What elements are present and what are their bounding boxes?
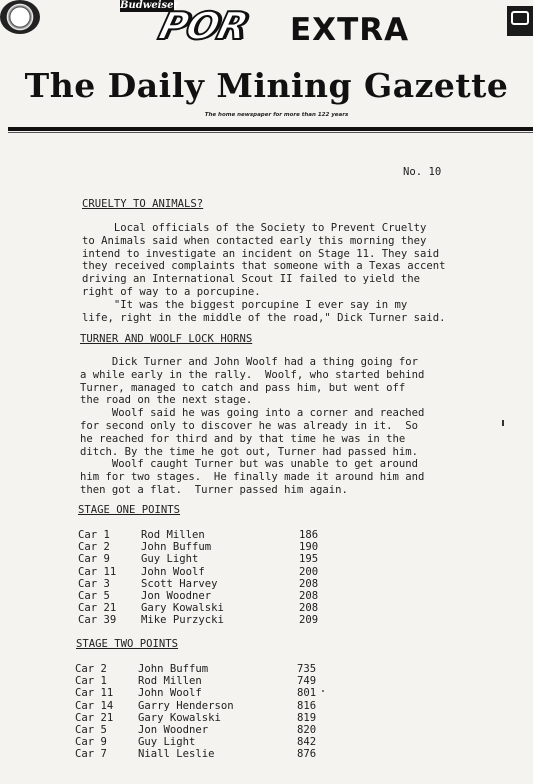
body-line: then got a flat. Turner passed him again.: [80, 483, 348, 496]
driver-cell: Rod Millen: [138, 675, 202, 688]
table-row: [75, 675, 335, 687]
table-row: [78, 614, 338, 626]
story-headline: TURNER AND WOOLF LOCK HORNS: [80, 333, 253, 345]
table-row: [75, 700, 335, 712]
table-row: [78, 553, 338, 565]
body-line: "It was the biggest porcupine I ever say in my: [82, 298, 408, 311]
car-cell: Car 11: [78, 565, 117, 578]
story-body: [80, 356, 424, 497]
body-line: Woolf caught Turner but was unable to get around: [80, 458, 419, 471]
car-cell: Car 39: [78, 614, 117, 627]
body-line: a while early in the rally. Woolf, who started behind: [80, 368, 425, 381]
edition-label: EXTRA: [290, 12, 410, 48]
stage-one-heading: STAGE ONE POINTS: [78, 504, 181, 516]
stage-two-table: [75, 663, 335, 763]
stage-two-heading: STAGE TWO POINTS: [76, 638, 179, 650]
table-row: [78, 541, 338, 553]
car-cell: Car 1: [75, 675, 107, 688]
body-line: Local officials of the Society to Prevent Cruelty: [82, 222, 427, 234]
points-cell: 801: [297, 687, 317, 700]
body-line: right of way to a porcupine.: [82, 285, 261, 298]
points-cell: 208: [299, 602, 319, 615]
car-cell: Car 2: [75, 663, 107, 675]
driver-cell: Rod Millen: [141, 529, 205, 541]
car-cell: Car 5: [78, 590, 110, 602]
car-cell: Car 21: [78, 602, 117, 615]
seal-logo: [0, 0, 40, 34]
points-cell: 190: [299, 541, 319, 554]
corner-logo: [507, 6, 533, 36]
driver-cell: John Woolf: [141, 565, 205, 578]
body-line: Dick Turner and John Woolf had a thing going for: [80, 356, 419, 368]
table-row: [75, 663, 335, 675]
driver-cell: Jon Woodner: [141, 590, 212, 602]
car-cell: Car 11: [75, 687, 114, 700]
car-cell: Car 1: [78, 529, 110, 541]
car-cell: Car 7: [75, 748, 107, 761]
driver-cell: Jon Woodner: [138, 724, 209, 736]
points-cell: 816: [297, 699, 317, 712]
table-row: [78, 590, 338, 602]
table-row: [78, 529, 338, 541]
points-cell: 208: [299, 577, 319, 590]
table-row: [75, 748, 335, 760]
body-line: to Animals said when contacted early this morning they: [82, 234, 427, 247]
body-line: him for two stages. He finally made it around him and: [80, 471, 425, 484]
body-line: life, right in the middle of the road," Dick Turner said.: [82, 311, 446, 324]
car-cell: Car 21: [75, 711, 114, 724]
driver-cell: John Woolf: [138, 687, 202, 700]
points-cell: 195: [299, 553, 319, 566]
points-cell: 819: [297, 711, 317, 724]
driver-cell: Guy Light: [141, 553, 199, 566]
story-headline: CRUELTY TO ANIMALS?: [82, 198, 204, 210]
table-row: [78, 578, 338, 590]
car-cell: Car 2: [78, 541, 110, 554]
driver-cell: Mike Purzycki: [141, 614, 224, 627]
masthead-tagline: The home newspaper for more than 122 years: [204, 112, 349, 118]
points-cell: 209: [299, 614, 319, 627]
points-cell: 749: [297, 675, 317, 688]
speck-mark: [322, 690, 324, 692]
table-row: [75, 687, 335, 699]
driver-cell: Scott Harvey: [141, 577, 218, 590]
stage-one-table: [78, 529, 338, 629]
car-cell: Car 14: [75, 699, 114, 712]
body-line: Turner, managed to catch and pass him, but went off: [80, 381, 406, 394]
driver-cell: Garry Henderson: [138, 699, 234, 712]
points-cell: 200: [299, 565, 319, 578]
car-cell: Car 3: [78, 577, 110, 590]
event-logo: POR: [154, 4, 252, 48]
body-line: Woolf said he was going into a corner and reached: [80, 407, 425, 420]
table-row: [75, 724, 335, 736]
points-cell: 186: [299, 529, 319, 541]
body-line: for second only to discover he was already in it. So: [80, 419, 419, 432]
body-line: the road on the next stage.: [80, 394, 253, 407]
header-rule-thin: [8, 132, 533, 133]
table-row: [78, 566, 338, 578]
driver-cell: Gary Kowalski: [138, 711, 221, 724]
car-cell: Car 9: [78, 553, 110, 566]
body-line: he reached for third and by that time he was in the: [80, 432, 406, 445]
sponsor-logo: Budweiser: [120, 0, 179, 11]
table-row: [78, 602, 338, 614]
body-line: ditch. By the time he got out, Turner had passed him.: [80, 445, 419, 458]
margin-mark: [502, 420, 504, 426]
table-row: [75, 736, 335, 748]
driver-cell: John Buffum: [138, 663, 209, 675]
issue-number: No. 10: [403, 166, 442, 178]
body-line: they received complaints that someone with a Texas accent: [82, 260, 446, 273]
body-line: intend to investigate an incident on Stage 11. They said: [82, 247, 440, 260]
points-cell: 842: [297, 736, 317, 749]
story-body: [82, 222, 446, 324]
newspaper-masthead: The Daily Mining Gazette: [24, 66, 509, 105]
car-cell: Car 5: [75, 724, 107, 736]
driver-cell: Gary Kowalski: [141, 602, 224, 615]
points-cell: 735: [297, 663, 317, 675]
body-line: driving an International Scout II failed to yield the: [82, 273, 421, 286]
driver-cell: Guy Light: [138, 736, 196, 749]
points-cell: 208: [299, 590, 319, 602]
car-cell: Car 9: [75, 736, 107, 749]
points-cell: 820: [297, 724, 317, 736]
table-row: [75, 712, 335, 724]
points-cell: 876: [297, 748, 317, 761]
header-rule: [8, 127, 533, 131]
driver-cell: John Buffum: [141, 541, 212, 554]
driver-cell: Niall Leslie: [138, 748, 215, 761]
